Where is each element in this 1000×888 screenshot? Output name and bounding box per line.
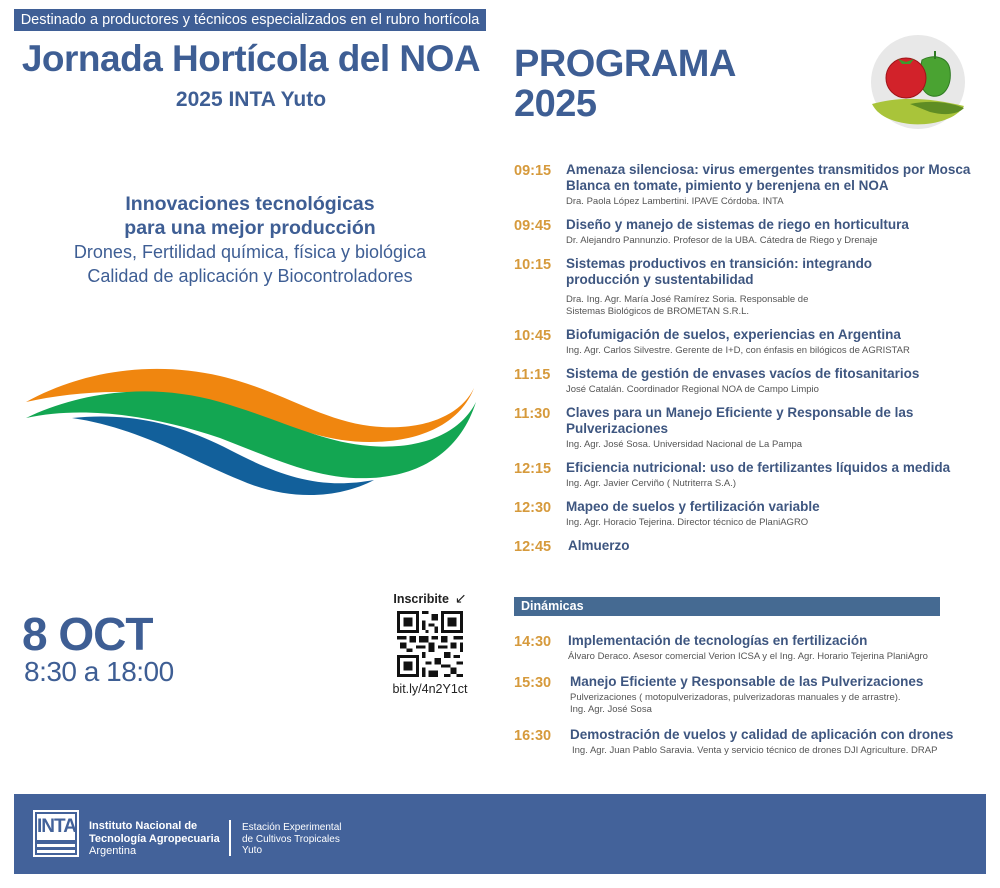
dynamics-agenda	[514, 633, 984, 768]
audience-banner: Destinado a productores y técnicos especializados en el rubro hortícola	[14, 9, 486, 31]
station-line1: Estación Experimental	[242, 822, 342, 833]
agenda-time: 16:30	[514, 728, 552, 744]
agenda-speaker: Dr. Alejandro Pannunzio. Profesor de la UBA. Cátedra de Riego y Drenaje	[566, 235, 878, 246]
agenda-title: Manejo Eficiente y Responsable de las Pulverizaciones	[570, 674, 924, 689]
agenda-title: Almuerzo	[568, 538, 630, 553]
program-title-line1: PROGRAMA	[514, 43, 736, 85]
org-line3: Argentina	[89, 845, 137, 857]
dynamics-item	[514, 727, 984, 757]
agenda-time: 12:45	[514, 539, 552, 555]
agenda-title: Amenaza silenciosa: virus emergentes transmitidos por Mosca Blanca en tomate, pimiento y berenjena en el NOA	[566, 162, 971, 193]
program-title	[514, 44, 736, 124]
agenda-time: 12:30	[514, 500, 552, 516]
footer	[14, 794, 986, 874]
theme-topics-line1: Drones, Fertilidad química, física y biológica	[73, 242, 427, 262]
agenda-title: Biofumigación de suelos, experiencias en Argentina	[566, 327, 901, 342]
agenda-time: 15:30	[514, 675, 552, 691]
agenda-title: Claves para un Manejo Eficiente y Responsable de las Pulverizaciones	[566, 405, 914, 436]
wave-graphic	[20, 362, 480, 508]
agenda-speaker: Ing. Agr. Horacio Tejerina. Director técnico de PlaniAGRO	[566, 517, 809, 528]
registration-label: Inscribite	[393, 591, 449, 606]
arrow-down-left-icon: ↙	[454, 590, 467, 606]
agenda-speaker: Ing. Agr. Carlos Silvestre. Gerente de I+D, con énfasis en bilógicos de AGRISTAR	[566, 345, 910, 356]
vegetables-logo	[870, 34, 966, 130]
qr-code[interactable]	[397, 611, 463, 677]
agenda-item	[514, 256, 984, 318]
theme-title-line1: Innovaciones tecnológicas	[125, 193, 375, 215]
agenda-speaker: José Catalán. Coordinador Regional NOA de Campo Limpio	[566, 384, 819, 395]
org-line2: Tecnología Agropecuaria	[89, 832, 220, 845]
footer-divider	[229, 820, 231, 856]
station-line3: Yuto	[242, 845, 263, 856]
agenda-item	[514, 405, 984, 451]
program-title-line2: 2025	[514, 83, 597, 125]
organization-name	[89, 820, 220, 858]
agenda-time: 11:30	[514, 406, 551, 422]
agenda-title: Demostración de vuelos y calidad de aplicación con drones	[570, 727, 954, 742]
event-date: 8 OCT	[22, 608, 153, 660]
dynamics-item	[514, 633, 984, 663]
agenda-title: Implementación de tecnologías en fertilización	[568, 633, 868, 648]
agenda-time: 09:15	[514, 163, 552, 179]
agenda-item	[514, 162, 984, 208]
agenda-speaker: Álvaro Deraco. Asesor comercial Verion ICSA y el Ing. Agr. Horario Tejerina PlaniAgro	[568, 651, 928, 662]
dynamics-item	[514, 674, 984, 716]
agenda-title: Sistema de gestión de envases vacíos de fitosanitarios	[566, 366, 920, 381]
agenda-time: 10:15	[514, 257, 552, 273]
agenda-speaker: Ing. Agr. José Sosa. Universidad Nacional de La Pampa	[566, 439, 803, 450]
theme-title-line2: para una mejor producción	[124, 217, 376, 239]
dynamics-section-header: Dinámicas	[514, 597, 940, 616]
agenda-time: 12:15	[514, 461, 552, 477]
theme-topics-line2: Calidad de aplicación y Biocontroladores	[87, 266, 413, 286]
agenda-speaker: Pulverizaciones ( motopulverizadoras, pulverizadoras manuales y de arrastre).	[570, 692, 901, 703]
agenda-speaker: Ing. Agr. Javier Cerviño ( Nutriterra S.A.)	[566, 478, 737, 489]
agenda-item-lunch	[514, 538, 984, 556]
registration-url[interactable]: bit.ly/4n2Y1ct	[392, 682, 468, 696]
inta-logo-text: INTA	[37, 814, 75, 840]
station-line2: de Cultivos Tropicales	[242, 833, 340, 845]
agenda-title: Eficiencia nutricional: uso de fertilizantes líquidos a medida	[566, 460, 951, 475]
agenda-title: Diseño y manejo de sistemas de riego en horticultura	[566, 217, 909, 232]
agenda-speaker: Sistemas Biológicos de BROMETAN S.R.L.	[566, 306, 750, 317]
event-subtitle: 2025 INTA Yuto	[175, 88, 327, 111]
inta-logo	[33, 810, 79, 857]
agenda-title: Mapeo de suelos y fertilización variable	[566, 499, 820, 514]
agenda-time: 09:45	[514, 218, 552, 234]
agenda-time: 11:15	[514, 367, 551, 383]
agenda-item	[514, 460, 984, 490]
agenda-time: 14:30	[514, 634, 552, 650]
registration-block[interactable]	[385, 590, 475, 696]
agenda-item	[514, 217, 984, 247]
event-title: Jornada Hortícola del NOA	[21, 38, 481, 79]
station-name	[242, 822, 342, 857]
agenda-speaker: Dra. Paola López Lambertini. IPAVE Córdoba. INTA	[566, 196, 784, 207]
org-line1: Instituto Nacional de	[89, 820, 198, 832]
agenda-speaker: Dra. Ing. Agr. María José Ramírez Soria. Responsable de	[566, 294, 809, 305]
program-agenda	[514, 162, 984, 565]
event-hours: 8:30 a 18:00	[24, 656, 174, 687]
agenda-speaker: Ing. Agr. Juan Pablo Saravia. Venta y servicio técnico de drones DJI Agriculture. DRAP	[572, 745, 938, 756]
agenda-speaker: Ing. Agr. José Sosa	[570, 704, 652, 715]
agenda-item	[514, 327, 984, 357]
agenda-title: Sistemas productivos en transición: integrando producción y sustentabilidad	[566, 256, 873, 287]
agenda-item	[514, 366, 984, 396]
agenda-item	[514, 499, 984, 529]
agenda-time: 10:45	[514, 328, 552, 344]
theme-block	[30, 192, 470, 288]
